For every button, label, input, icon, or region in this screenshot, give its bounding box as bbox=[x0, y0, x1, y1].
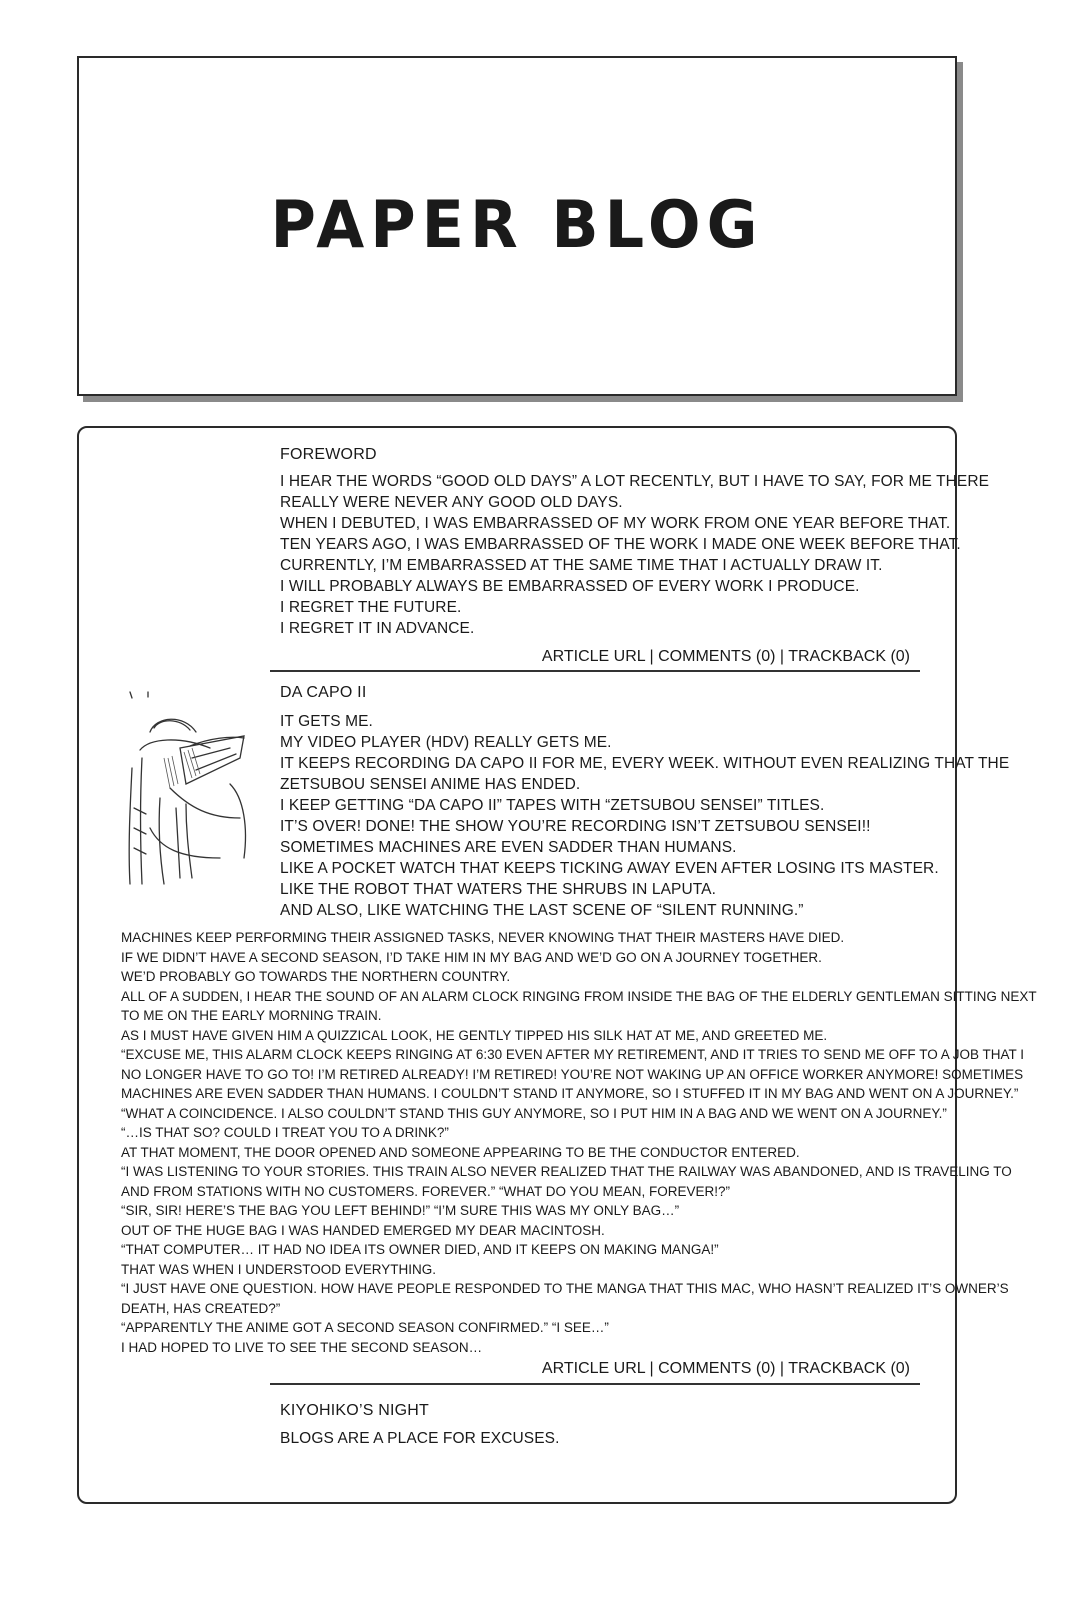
body-line: “…IS THAT SO? COULD I TREAT YOU TO A DRINK?” bbox=[121, 1125, 449, 1140]
body-line: TEN YEARS AGO, I WAS EMBARRASSED OF THE WORK I MADE ONE WEEK BEFORE THAT. bbox=[280, 536, 961, 553]
body-line: SOMETIMES MACHINES ARE EVEN SADDER THAN HUMANS. bbox=[280, 839, 737, 856]
body-line: CURRENTLY, I’M EMBARRASSED AT THE SAME TIME THAT I ACTUALLY DRAW IT. bbox=[280, 557, 883, 574]
body-line: MACHINES ARE EVEN SADDER THAN HUMANS. I COULDN’T STAND IT ANYMORE, SO I STUFFED IT IN MY BAG AND WENT ON A JOURNEY.” bbox=[121, 1086, 1019, 1101]
entry-title-da-capo: DA CAPO II bbox=[280, 684, 367, 701]
body-line: AND ALSO, LIKE WATCHING THE LAST SCENE OF “SILENT RUNNING.” bbox=[280, 902, 804, 919]
bag-sketch-icon bbox=[120, 688, 260, 888]
body-line: “SIR, SIR! HERE’S THE BAG YOU LEFT BEHIND!” “I’M SURE THIS WAS MY ONLY BAG…” bbox=[121, 1203, 680, 1218]
body-line: ZETSUBOU SENSEI ANIME HAS ENDED. bbox=[280, 776, 581, 793]
trackback-link[interactable]: TRACKBACK (0) bbox=[788, 1360, 910, 1377]
entry-title-kiyohiko: KIYOHIKO’S NIGHT bbox=[280, 1402, 429, 1419]
body-line: WE’D PROBABLY GO TOWARDS THE NORTHERN COUNTRY. bbox=[121, 969, 511, 984]
body-line: TO ME ON THE EARLY MORNING TRAIN. bbox=[121, 1008, 382, 1023]
body-line: “I WAS LISTENING TO YOUR STORIES. THIS TRAIN ALSO NEVER REALIZED THAT THE RAILWAY WAS ABANDONED, AND IS TRAVELING TO bbox=[121, 1164, 1012, 1179]
body-line: “THAT COMPUTER… IT HAD NO IDEA ITS OWNER DIED, AND IT KEEPS ON MAKING MANGA!” bbox=[121, 1242, 719, 1257]
body-line: I HEAR THE WORDS “GOOD OLD DAYS” A LOT RECENTLY, BUT I HAVE TO SAY, FOR ME THERE bbox=[280, 473, 990, 490]
body-line: AND FROM STATIONS WITH NO CUSTOMERS. FOREVER.” “WHAT DO YOU MEAN, FOREVER!?” bbox=[121, 1183, 731, 1199]
body-line: MACHINES KEEP PERFORMING THEIR ASSIGNED TASKS, NEVER KNOWING THAT THEIR MASTERS HAVE DIED. bbox=[121, 930, 845, 945]
body-line: THAT WAS WHEN I UNDERSTOOD EVERYTHING. bbox=[121, 1261, 437, 1277]
page-title: PAPER BLOG bbox=[270, 186, 764, 263]
trackback-link[interactable]: TRACKBACK (0) bbox=[788, 648, 910, 665]
body-line: LIKE THE ROBOT THAT WATERS THE SHRUBS IN LAPUTA. bbox=[280, 881, 717, 898]
body-line: I KEEP GETTING “DA CAPO II” TAPES WITH “ZETSUBOU SENSEI” TITLES. bbox=[280, 797, 825, 814]
body-line: IF WE DIDN’T HAVE A SECOND SEASON, I’D TAKE HIM IN MY BAG AND WE’D GO ON A JOURNEY TOGETHER. bbox=[121, 949, 822, 965]
footer-separator: | bbox=[775, 1360, 789, 1377]
body-line: MY VIDEO PLAYER (HDV) REALLY GETS ME. bbox=[280, 734, 612, 751]
body-line: I REGRET THE FUTURE. bbox=[280, 599, 462, 616]
body-line: “WHAT A COINCIDENCE. I ALSO COULDN’T STAND THIS GUY ANYMORE, SO I PUT HIM IN A BAG AND WE WENT ON A JOURNEY.” bbox=[121, 1105, 947, 1121]
body-line: BLOGS ARE A PLACE FOR EXCUSES. bbox=[280, 1430, 560, 1447]
body-line: OUT OF THE HUGE BAG I WAS HANDED EMERGED MY DEAR MACINTOSH. bbox=[121, 1222, 605, 1238]
body-line: IT’S OVER! DONE! THE SHOW YOU’RE RECORDING ISN’T ZETSUBOU SENSEI!! bbox=[280, 818, 871, 835]
body-line: ALL OF A SUDDEN, I HEAR THE SOUND OF AN ALARM CLOCK RINGING FROM INSIDE THE BAG OF THE ELDERLY GENTLEMAN SITTING NEXT bbox=[121, 988, 1037, 1004]
body-line: I WILL PROBABLY ALWAYS BE EMBARRASSED OF EVERY WORK I PRODUCE. bbox=[280, 578, 860, 595]
body-line: REALLY WERE NEVER ANY GOOD OLD DAYS. bbox=[280, 494, 623, 511]
entry-body-foreword bbox=[280, 471, 989, 639]
body-line: AS I MUST HAVE GIVEN HIM A QUIZZICAL LOOK, HE GENTLY TIPPED HIS SILK HAT AT ME, AND GREETED ME. bbox=[121, 1027, 828, 1043]
body-line: IT GETS ME. bbox=[280, 713, 373, 730]
comments-link[interactable]: COMMENTS (0) bbox=[658, 1360, 776, 1377]
entry-body-da-capo-continued bbox=[121, 928, 1037, 1357]
body-line: DEATH, HAS CREATED?” bbox=[121, 1300, 281, 1316]
entry-footer-foreword bbox=[542, 648, 910, 666]
entry-title-foreword: FOREWORD bbox=[280, 446, 377, 463]
body-line: LIKE A POCKET WATCH THAT KEEPS TICKING AWAY EVEN AFTER LOSING ITS MASTER. bbox=[280, 860, 939, 877]
article-url-link[interactable]: ARTICLE URL bbox=[541, 1360, 646, 1377]
body-line: AT THAT MOMENT, THE DOOR OPENED AND SOMEONE APPEARING TO BE THE CONDUCTOR ENTERED. bbox=[121, 1144, 800, 1160]
entry-body-da-capo bbox=[280, 711, 1009, 921]
title-panel bbox=[77, 56, 957, 396]
body-line: WHEN I DEBUTED, I WAS EMBARRASSED OF MY WORK FROM ONE YEAR BEFORE THAT. bbox=[280, 515, 951, 532]
entry-divider bbox=[270, 1383, 920, 1385]
comments-link[interactable]: COMMENTS (0) bbox=[658, 648, 776, 665]
footer-separator: | bbox=[645, 1360, 659, 1377]
entry-body-kiyohiko bbox=[280, 1428, 560, 1449]
entry-divider bbox=[270, 670, 920, 672]
footer-separator: | bbox=[645, 648, 659, 665]
footer-separator: | bbox=[775, 648, 789, 665]
article-url-link[interactable]: ARTICLE URL bbox=[541, 648, 646, 665]
body-line: IT KEEPS RECORDING DA CAPO II FOR ME, EVERY WEEK. WITHOUT EVEN REALIZING THAT THE bbox=[280, 755, 1010, 772]
body-line: I HAD HOPED TO LIVE TO SEE THE SECOND SEASON… bbox=[121, 1339, 483, 1355]
body-line: “I JUST HAVE ONE QUESTION. HOW HAVE PEOPLE RESPONDED TO THE MANGA THAT THIS MAC, WHO HASN’T REALIZED IT’S OWNER’S bbox=[121, 1281, 1009, 1296]
body-line: “APPARENTLY THE ANIME GOT A SECOND SEASON CONFIRMED.” “I SEE…” bbox=[121, 1320, 609, 1335]
body-line: I REGRET IT IN ADVANCE. bbox=[280, 620, 475, 637]
body-line: NO LONGER HAVE TO GO TO! I’M RETIRED ALREADY! I’M RETIRED! YOU’RE NOT WAKING UP AN OFFICE WORKER ANYMORE! SOMETIMES bbox=[121, 1066, 1024, 1082]
body-line: “EXCUSE ME, THIS ALARM CLOCK KEEPS RINGING AT 6:30 EVEN AFTER MY RETIREMENT, AND IT TRIES TO SEND ME OFF TO A JOB THAT I bbox=[121, 1047, 1024, 1062]
entry-footer-da-capo bbox=[542, 1360, 910, 1378]
